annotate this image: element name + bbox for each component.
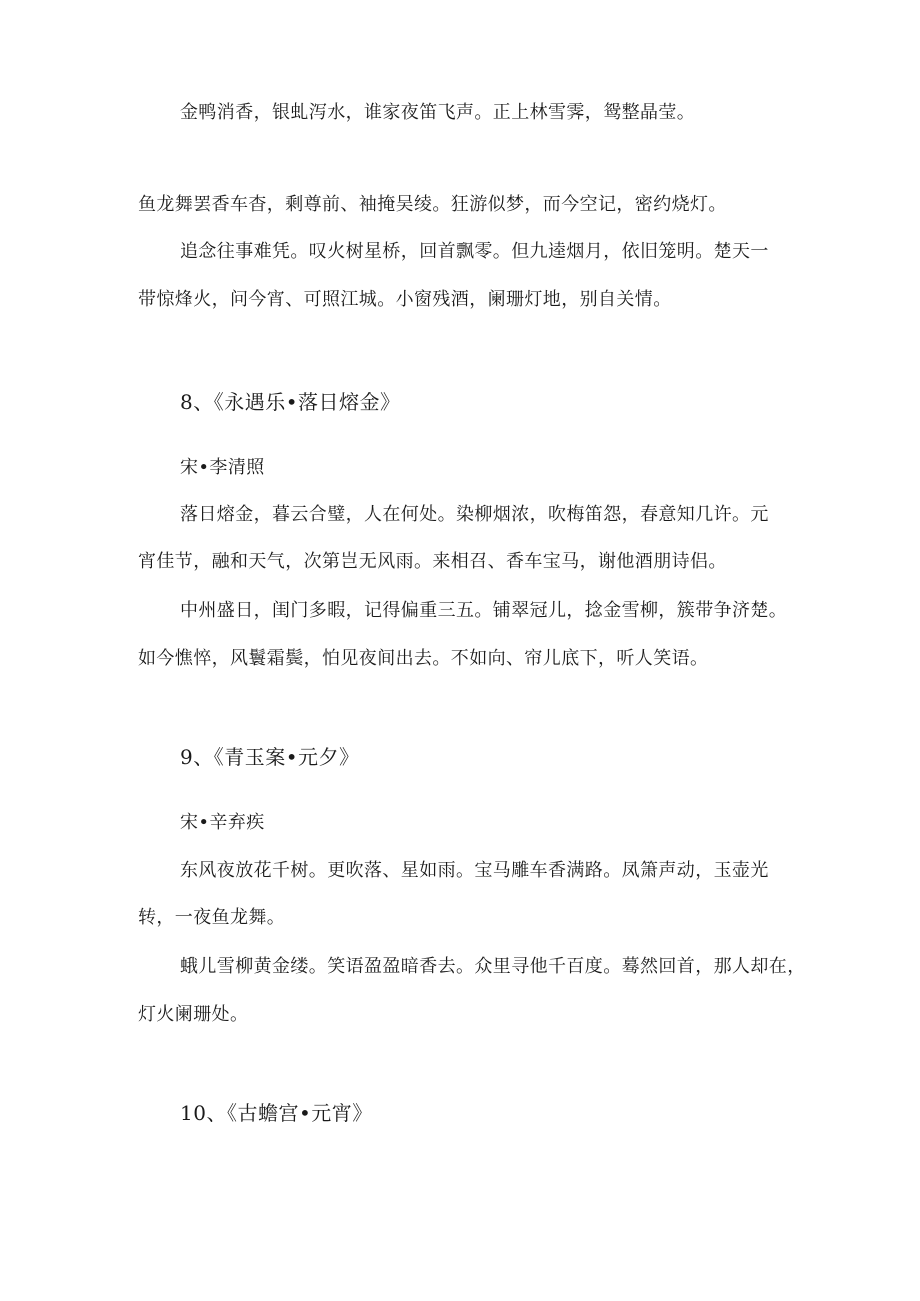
poem-text-line: 转，一夜鱼龙舞。 [138, 907, 286, 928]
section-heading-9: 9、《青玉案•元夕》 [180, 745, 360, 769]
section-heading-10: 10、《古蟾宫•元宵》 [180, 1101, 373, 1125]
poem-text-line: 鱼龙舞罢香车杳，剩尊前、袖掩吴绫。狂游似梦，而今空记，密约烧灯。 [138, 194, 727, 215]
poem-text-line: 追念往事难凭。叹火树星桥，回首飘零。但九逵烟月，依旧笼明。楚天一 [180, 241, 769, 262]
poem-text-line: 落日熔金，暮云合璧，人在何处。染柳烟浓，吹梅笛怨，春意知几许。元 [180, 504, 769, 525]
poem-text-line: 带惊烽火，问今宵、可照江城。小窗残酒，阑珊灯地，别自关情。 [138, 289, 672, 310]
poem-text-line: 灯火阑珊处。 [138, 1004, 249, 1025]
poem-text-line: 金鸭消香，银虬泻水，谁家夜笛飞声。正上林雪霁，鸳整晶莹。 [180, 102, 696, 123]
poem-text-line: 蛾儿雪柳黄金缕。笑语盈盈暗香去。众里寻他千百度。蓦然回首，那人却在， [180, 956, 806, 977]
poem-text-line: 如今憔悴，风鬟霜鬓，怕见夜间出去。不如向、帘儿底下，听人笑语。 [138, 648, 709, 669]
poem-text-line: 中州盛日，闺门多暇，记得偏重三五。铺翠冠儿，捻金雪柳，簇带争济楚。 [180, 600, 788, 621]
poem-author-8: 宋•李清照 [180, 457, 265, 478]
poem-author-9: 宋•辛弃疾 [180, 812, 265, 833]
section-heading-8: 8、《永遇乐•落日熔金》 [180, 390, 401, 414]
poem-text-line: 宵佳节，融和天气，次第岂无风雨。来相召、香车宝马，谢他酒朋诗侣。 [138, 551, 727, 572]
poem-text-line: 东风夜放花千树。更吹落、星如雨。宝马雕车香满路。凤箫声动，玉壶光 [180, 860, 769, 881]
